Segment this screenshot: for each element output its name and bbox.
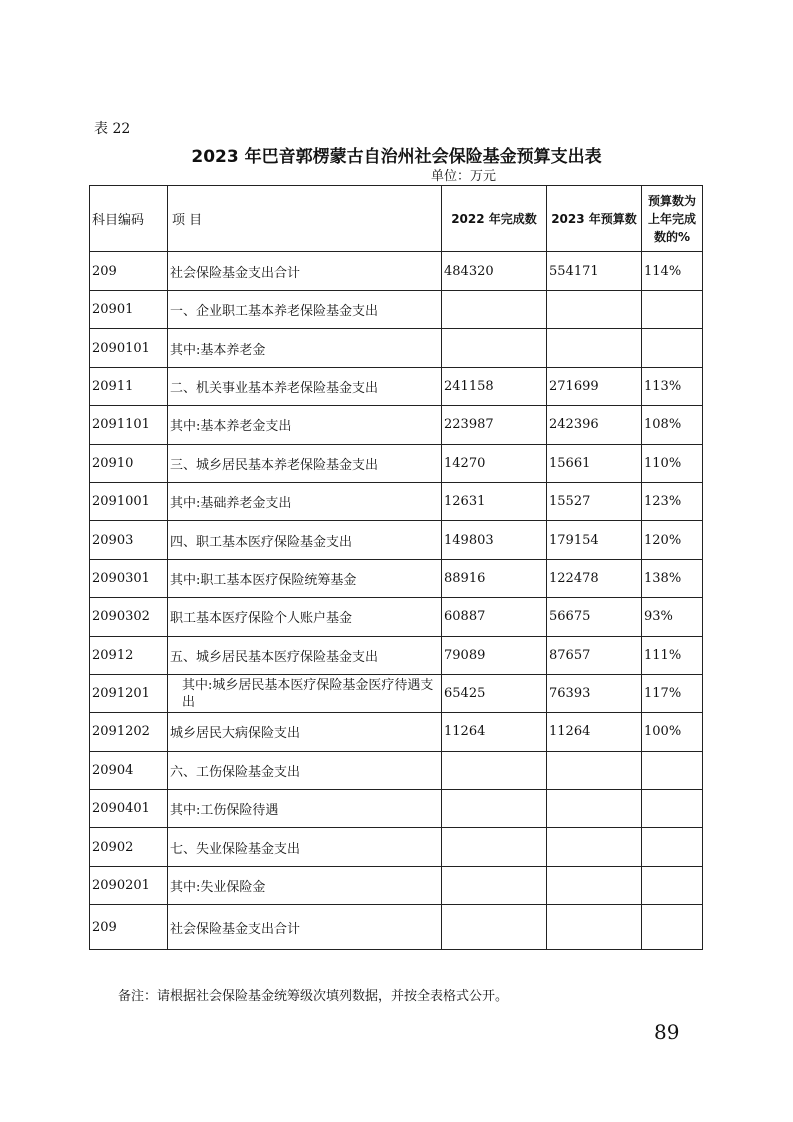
row-code: 20902 — [90, 828, 168, 866]
row-ratio: 111% — [642, 636, 703, 674]
row-budget-2023: 15527 — [547, 482, 642, 520]
table-row — [90, 828, 703, 866]
row-item: 五、城乡居民基本医疗保险基金支出 — [168, 636, 442, 674]
table-row — [90, 482, 703, 520]
row-done-2022: 12631 — [442, 482, 547, 520]
header-code: 科目编码 — [90, 186, 168, 252]
row-budget-2023 — [547, 905, 642, 950]
table-number: 表 22 — [94, 121, 131, 137]
row-budget-2023: 554171 — [547, 252, 642, 291]
row-ratio: 138% — [642, 559, 703, 597]
row-code: 2091001 — [90, 482, 168, 520]
row-code: 20901 — [90, 291, 168, 329]
header-done-2022: 2022 年完成数 — [442, 186, 547, 252]
row-ratio: 93% — [642, 598, 703, 636]
table-row — [90, 291, 703, 329]
row-budget-2023 — [547, 828, 642, 866]
row-code: 2090301 — [90, 559, 168, 597]
row-item: 城乡居民大病保险支出 — [168, 713, 442, 751]
row-code: 2090101 — [90, 329, 168, 367]
row-item: 一、企业职工基本养老保险基金支出 — [168, 291, 442, 329]
page-number: 89 — [654, 1020, 680, 1044]
row-ratio: 114% — [642, 252, 703, 291]
table-row — [90, 751, 703, 789]
row-code: 2091202 — [90, 713, 168, 751]
row-item: 其中:城乡居民基本医疗保险基金医疗待遇支出 — [168, 674, 442, 712]
row-budget-2023: 56675 — [547, 598, 642, 636]
row-item: 其中:基本养老金支出 — [168, 406, 442, 444]
row-ratio: 117% — [642, 674, 703, 712]
row-ratio: 120% — [642, 521, 703, 559]
row-ratio — [642, 291, 703, 329]
budget-table — [89, 185, 703, 950]
row-done-2022 — [442, 291, 547, 329]
row-budget-2023: 87657 — [547, 636, 642, 674]
table-row — [90, 367, 703, 405]
row-ratio — [642, 866, 703, 904]
row-item: 其中:职工基本医疗保险统筹基金 — [168, 559, 442, 597]
row-done-2022: 60887 — [442, 598, 547, 636]
row-code: 209 — [90, 252, 168, 291]
row-done-2022 — [442, 790, 547, 828]
row-ratio: 100% — [642, 713, 703, 751]
row-budget-2023: 11264 — [547, 713, 642, 751]
table-row — [90, 559, 703, 597]
row-code: 209 — [90, 905, 168, 950]
row-item: 二、机关事业基本养老保险基金支出 — [168, 367, 442, 405]
row-code: 2091201 — [90, 674, 168, 712]
row-budget-2023: 271699 — [547, 367, 642, 405]
row-ratio: 113% — [642, 367, 703, 405]
row-item: 三、城乡居民基本养老保险基金支出 — [168, 444, 442, 482]
table-row — [90, 636, 703, 674]
row-code: 2090302 — [90, 598, 168, 636]
row-item: 四、职工基本医疗保险基金支出 — [168, 521, 442, 559]
row-budget-2023: 76393 — [547, 674, 642, 712]
page-title: 2023 年巴音郭楞蒙古自治州社会保险基金预算支出表 — [191, 147, 602, 167]
row-budget-2023 — [547, 790, 642, 828]
row-done-2022: 11264 — [442, 713, 547, 751]
row-code: 20904 — [90, 751, 168, 789]
row-item: 其中:失业保险金 — [168, 866, 442, 904]
table-header-row — [90, 186, 703, 252]
table-row — [90, 674, 703, 712]
row-done-2022: 79089 — [442, 636, 547, 674]
table-row — [90, 252, 703, 291]
row-ratio — [642, 751, 703, 789]
row-code: 20903 — [90, 521, 168, 559]
row-budget-2023: 122478 — [547, 559, 642, 597]
table-row — [90, 444, 703, 482]
header-item: 项 目 — [168, 186, 442, 252]
row-ratio — [642, 329, 703, 367]
table-body — [90, 252, 703, 950]
header-ratio: 预算数为上年完成数的% — [642, 186, 703, 252]
row-done-2022 — [442, 905, 547, 950]
row-code: 20912 — [90, 636, 168, 674]
row-done-2022: 65425 — [442, 674, 547, 712]
row-code: 20911 — [90, 367, 168, 405]
row-item: 其中:基本养老金 — [168, 329, 442, 367]
row-budget-2023 — [547, 866, 642, 904]
table-row — [90, 598, 703, 636]
footnote: 备注：请根据社会保险基金统筹级次填列数据，并按全表格式公开。 — [118, 989, 509, 1004]
table-row — [90, 790, 703, 828]
row-done-2022: 88916 — [442, 559, 547, 597]
row-item: 七、失业保险基金支出 — [168, 828, 442, 866]
table-row — [90, 713, 703, 751]
row-done-2022: 149803 — [442, 521, 547, 559]
row-code: 2090401 — [90, 790, 168, 828]
row-code: 2090201 — [90, 866, 168, 904]
row-done-2022 — [442, 751, 547, 789]
row-done-2022 — [442, 329, 547, 367]
row-budget-2023 — [547, 329, 642, 367]
row-item: 社会保险基金支出合计 — [168, 905, 442, 950]
row-item: 其中:工伤保险待遇 — [168, 790, 442, 828]
row-ratio: 123% — [642, 482, 703, 520]
row-item: 职工基本医疗保险个人账户基金 — [168, 598, 442, 636]
table-row — [90, 406, 703, 444]
unit-label: 单位：万元 — [431, 169, 497, 184]
table-row — [90, 905, 703, 950]
row-item: 六、工伤保险基金支出 — [168, 751, 442, 789]
row-ratio: 108% — [642, 406, 703, 444]
table-row — [90, 329, 703, 367]
row-ratio: 110% — [642, 444, 703, 482]
row-code: 20910 — [90, 444, 168, 482]
table-row — [90, 521, 703, 559]
row-budget-2023: 15661 — [547, 444, 642, 482]
table-row — [90, 866, 703, 904]
row-budget-2023 — [547, 751, 642, 789]
row-budget-2023 — [547, 291, 642, 329]
row-ratio — [642, 828, 703, 866]
row-done-2022 — [442, 828, 547, 866]
row-done-2022: 484320 — [442, 252, 547, 291]
row-ratio — [642, 905, 703, 950]
row-code: 2091101 — [90, 406, 168, 444]
header-budget-2023: 2023 年预算数 — [547, 186, 642, 252]
row-done-2022: 241158 — [442, 367, 547, 405]
row-done-2022: 14270 — [442, 444, 547, 482]
row-item: 其中:基础养老金支出 — [168, 482, 442, 520]
row-budget-2023: 179154 — [547, 521, 642, 559]
row-done-2022: 223987 — [442, 406, 547, 444]
row-ratio — [642, 790, 703, 828]
row-budget-2023: 242396 — [547, 406, 642, 444]
row-item: 社会保险基金支出合计 — [168, 252, 442, 291]
row-done-2022 — [442, 866, 547, 904]
